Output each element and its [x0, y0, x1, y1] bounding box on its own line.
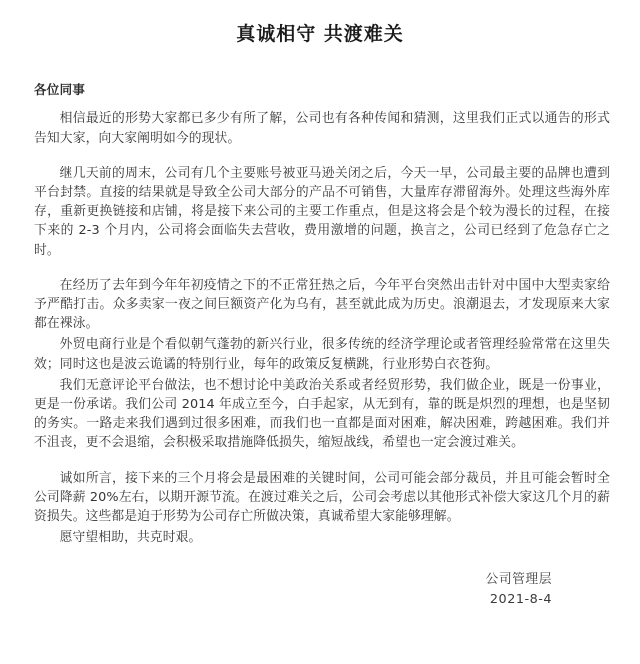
signature-date: 2021-8-4 — [489, 591, 552, 607]
document-body — [0, 81, 640, 610]
paragraph-1: 相信最近的形势大家都已多少有所了解，公司也有各种传闻和猜测，这里我们正式以通告的形式告知大家，向大家阐明如今的现状。 — [34, 111, 610, 146]
paragraph-3: 在经历了去年到今年年初疫情之下的不正常狂热之后，今年平台突然出击针对中国中大型卖家给予严酷打击。众多卖家一夜之间巨额资产化为乌有，甚至就此成为历史。浪潮退去，才发现原来大家都在裸泳。 — [34, 277, 610, 332]
salutation: 各位同事 — [34, 81, 86, 97]
page-title: 真诚相守 共渡难关 — [236, 23, 404, 45]
paragraph-7: 愿守望相助，共克时艰。 — [59, 530, 202, 546]
signature-block — [34, 570, 610, 610]
paragraph-2: 继几天前的周末，公司有几个主要账号被亚马逊关闭之后，今天一早，公司最主要的品牌也遭到平台封禁。直接的结果就是导致全公司大部分的产品不可销售，大量库存滞留海外。处理这些海外库存，重新更换链接和店铺，将是接下来公司的主要工作重点，但是这将会是个较为漫长的过程，在接下来的 2-3 个月内，公司将会面临失去营收，费用激增的问题，换言之，公司已经到了危急存亡之时。 — [34, 165, 610, 258]
paragraph-6: 诚如所言，接下来的三个月将会是最困难的关键时间，公司可能会部分裁员，并且可能会暂时全公司降薪 20%左右，以期开源节流。在渡过难关之后，公司会考虑以其他形式补偿大家这几个月的薪资损失。这些都是迫于形势为公司存亡所做决策，真诚希望大家能够理解。 — [34, 470, 610, 525]
paragraph-4: 外贸电商行业是个看似朝气蓬勃的新兴行业，很多传统的经济学理论或者管理经验常常在这里失效；同时这也是波云诡谲的特别行业，每年的政策反复横跳，行业形势白衣苍狗。 — [34, 337, 610, 372]
signature-name: 公司管理层 — [485, 571, 552, 587]
paragraph-5: 我们无意评论平台做法，也不想讨论中美政治关系或者经贸形势，我们做企业，既是一份事业，更是一份承诺。我们公司 2014 年成立至今，白手起家，从无到有，靠的既是炽烈的理想，也是坚韧的务实。一路走来我们遇到过很多困难，而我们也一直都是面对困难，解决困难，跨越困难。我们并不沮丧，更不会退缩，会积极采取措施降低损失，缩短战线，希望也一定会渡过难关。 — [34, 377, 610, 451]
